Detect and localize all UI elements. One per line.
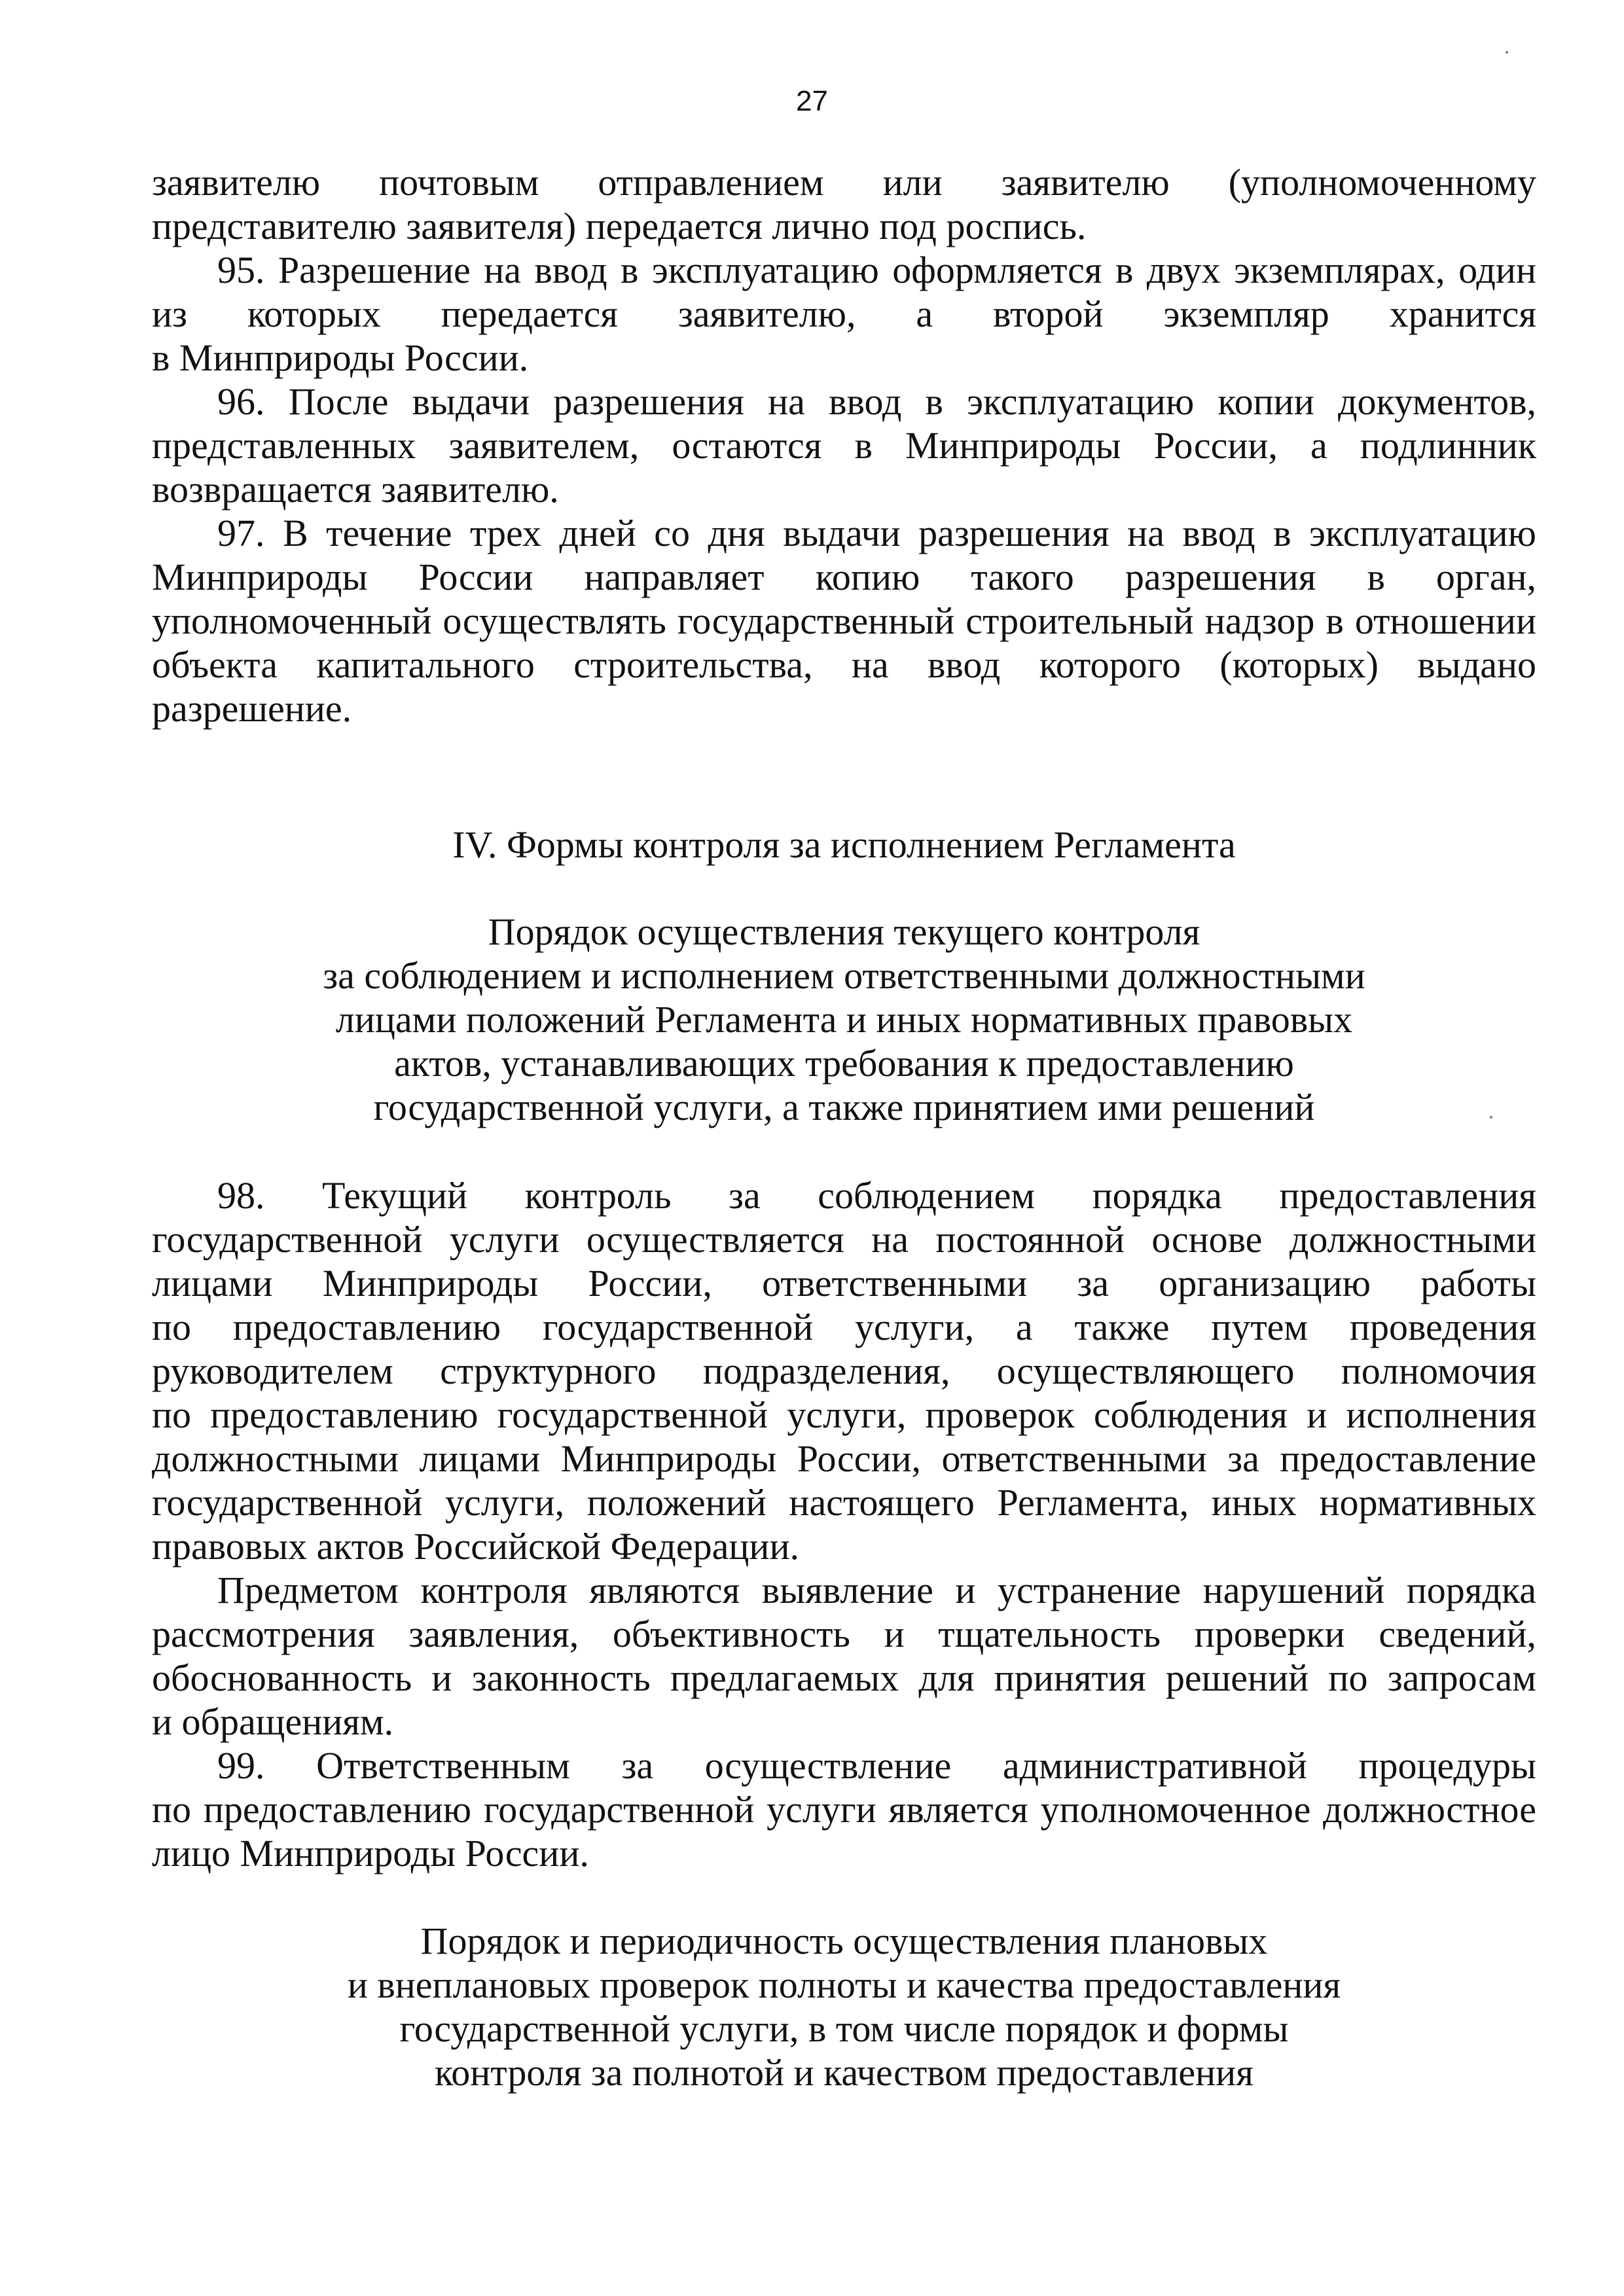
text-line: 99. Ответственным за осуществление административной процедуры <box>217 1744 1536 1787</box>
heading-line: государственной услуги, а также принятием ими решений <box>373 1086 1315 1128</box>
paragraph-98 <box>152 1174 1536 1568</box>
text-line: в Минприроды России. <box>152 336 529 379</box>
text-line: из которых передается заявителю, а второй экземпляр хранится <box>152 293 1536 335</box>
heading-line: Порядок и периодичность осуществления плановых <box>420 1920 1268 1962</box>
heading-line: за соблюдением и исполнением ответственными должностными <box>323 954 1365 997</box>
paragraph-intro <box>152 160 1536 248</box>
text-line: Предметом контроля являются выявление и устранение нарушений порядка <box>217 1569 1536 1611</box>
heading-line: и внеплановых проверок полноты и качества предоставления <box>347 1964 1341 2006</box>
text-line: по предоставлению государственной услуги, а также путем проведения <box>152 1306 1536 1348</box>
paragraph-99 <box>152 1744 1536 1875</box>
text-line: 97. В течение трех дней со дня выдачи разрешения на ввод в эксплуатацию <box>217 512 1536 554</box>
text-line: Минприроды России направляет копию такого разрешения в орган, <box>152 556 1536 598</box>
heading-line: Порядок осуществления текущего контроля <box>488 910 1200 953</box>
text-line: государственной услуги осуществляется на постоянной основе должностными <box>152 1218 1536 1261</box>
subheading-inspections <box>152 1919 1536 2094</box>
text-line: рассмотрения заявления, объективность и тщательность проверки сведений, <box>152 1613 1536 1655</box>
paragraph-95 <box>152 248 1536 380</box>
subheading-current-control <box>152 910 1536 1129</box>
scan-speck <box>1490 1116 1492 1119</box>
heading-line: государственной услуги, в том числе порядок и формы <box>399 2007 1289 2050</box>
text-line: руководителем структурного подразделения, осуществляющего полномочия <box>152 1350 1536 1392</box>
text-line: представителю заявителя) передается лично под роспись. <box>152 205 1087 247</box>
text-line: по предоставлению государственной услуги, проверок соблюдения и исполнения <box>152 1393 1536 1436</box>
heading-line: актов, устанавливающих требования к предоставлению <box>394 1042 1294 1085</box>
text-line: 95. Разрешение на ввод в эксплуатацию оформляется в двух экземплярах, один <box>217 249 1536 291</box>
text-line: 98. Текущий контроль за соблюдением порядка предоставления <box>217 1174 1536 1217</box>
section-title-text: IV. Формы контроля за исполнением Регламента <box>452 823 1236 866</box>
text-line: обоснованность и законность предлагаемых для принятия решений по запросам <box>152 1657 1536 1699</box>
text-line: должностными лицами Минприроды России, ответственными за предоставление <box>152 1437 1536 1480</box>
text-line: и обращениям. <box>152 1700 394 1743</box>
text-line: разрешение. <box>152 687 352 730</box>
scan-speck <box>1506 51 1508 54</box>
text-line: возвращается заявителю. <box>152 468 559 511</box>
heading-line: лицами положений Регламента и иных нормативных правовых <box>335 998 1353 1041</box>
text-line: уполномоченный осуществлять государственный строительный надзор в отношении <box>152 600 1536 642</box>
page-number: 27 <box>796 85 828 117</box>
heading-line: контроля за полнотой и качеством предоставления <box>435 2051 1254 2094</box>
text-line: представленных заявителем, остаются в Минприроды России, а подлинник <box>152 424 1536 467</box>
text-line: 96. После выдачи разрешения на ввод в эксплуатацию копии документов, <box>217 380 1536 423</box>
paragraph-96 <box>152 380 1536 511</box>
text-line: по предоставлению государственной услуги является уполномоченное должностное <box>152 1788 1536 1831</box>
section-title <box>152 823 1536 867</box>
text-line: объекта капитального строительства, на ввод которого (которых) выдано <box>152 643 1536 686</box>
text-line: лицо Минприроды России. <box>152 1832 589 1874</box>
text-line: государственной услуги, положений настоящего Регламента, иных нормативных <box>152 1481 1536 1524</box>
text-line: правовых актов Российской Федерации. <box>152 1525 800 1568</box>
text-line: заявителю почтовым отправлением или заявителю (уполномоченному <box>152 161 1536 204</box>
text-line: лицами Минприроды России, ответственными за организацию работы <box>152 1262 1536 1304</box>
paragraph-97 <box>152 511 1536 730</box>
paragraph-98-subject <box>152 1568 1536 1744</box>
